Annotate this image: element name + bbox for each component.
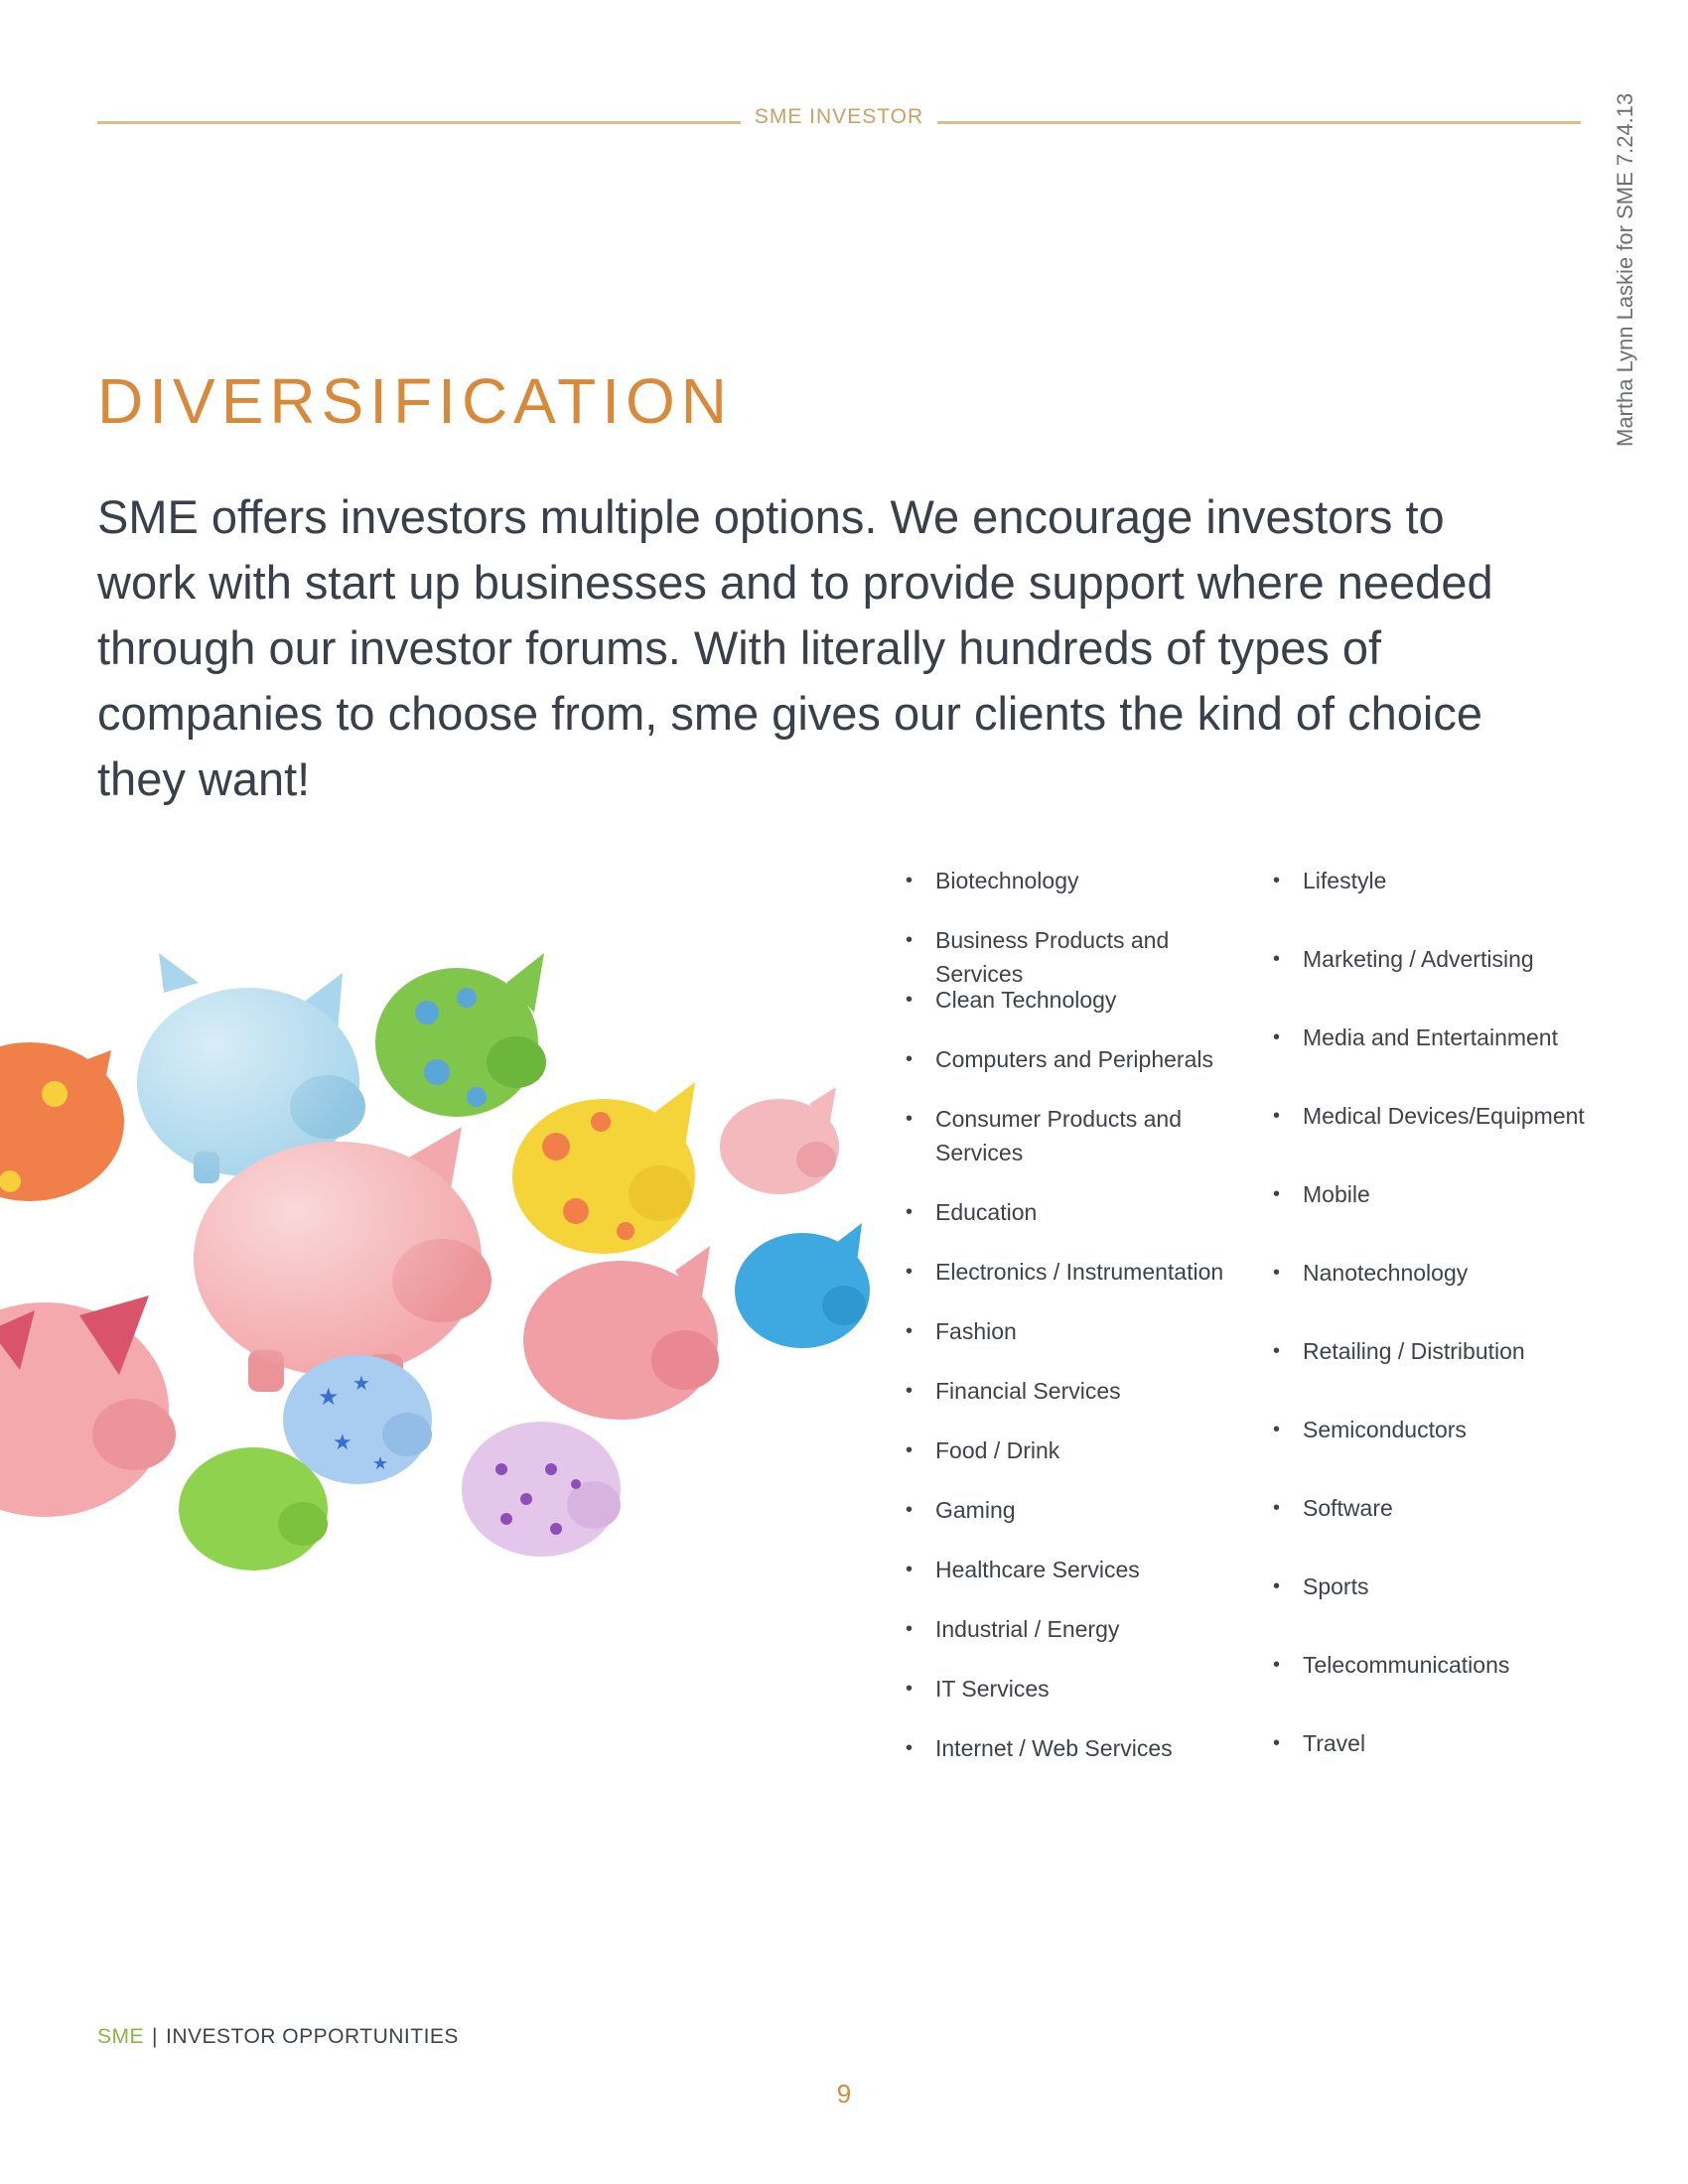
list-item: • Media and Entertainment: [1273, 1021, 1558, 1054]
list-item: • Sports: [1273, 1570, 1368, 1603]
list-item: • IT Services: [906, 1672, 1050, 1706]
list-item: • Industrial / Energy: [906, 1612, 1119, 1646]
green-spotted-pig: [375, 953, 546, 1117]
lavender-polka-pig: [462, 1422, 621, 1557]
yellow-spotted-pig: [512, 1082, 695, 1254]
small-pink-pig: [720, 1087, 839, 1194]
svg-text:★: ★: [372, 1453, 389, 1474]
page-number: 9: [836, 2079, 852, 2109]
list-item: • Financial Services: [906, 1374, 1121, 1408]
list-item: • Electronics / Instrumentation: [906, 1255, 1223, 1289]
list-item: • Lifestyle: [1273, 864, 1386, 897]
footer-section: INVESTOR OPPORTUNITIES: [165, 2025, 459, 2048]
piggy-banks-photo: [0, 874, 894, 1588]
list-item: • Gaming: [906, 1493, 1016, 1527]
list-item: • Semiconductors: [1273, 1413, 1467, 1446]
list-item: • Food / Drink: [906, 1433, 1059, 1467]
footer-separator: |: [152, 2025, 158, 2048]
list-item: • Fashion: [906, 1314, 1017, 1348]
list-item: • Software: [1273, 1491, 1393, 1525]
svg-text:★: ★: [352, 1371, 370, 1395]
list-item: • Nanotechnology: [1273, 1256, 1468, 1290]
header-rule-right: [937, 121, 1581, 124]
list-item: • Travel: [1273, 1726, 1365, 1760]
list-item: • Business Products and Services: [906, 923, 1243, 991]
list-item: • Biotechnology: [906, 864, 1079, 897]
star-pig: [283, 1355, 432, 1484]
footer: [97, 2025, 459, 2049]
page-title: DIVERSIFICATION: [97, 365, 733, 437]
small-green-pig: [179, 1447, 328, 1570]
list-item: • Healthcare Services: [906, 1553, 1140, 1586]
list-item: • Mobile: [1273, 1177, 1370, 1211]
svg-text:★: ★: [333, 1431, 352, 1455]
svg-text:★: ★: [318, 1383, 340, 1411]
list-item: • Internet / Web Services: [906, 1731, 1173, 1765]
header-label: SME INVESTOR: [754, 105, 924, 128]
list-item: • Education: [906, 1195, 1037, 1229]
list-item: • Telecommunications: [1273, 1648, 1509, 1682]
list-item: • Computers and Peripherals: [906, 1042, 1213, 1076]
list-item: • Marketing / Advertising: [1273, 942, 1534, 976]
intro-paragraph: SME offers investors multiple options. We encourage investors to work with start up businesses and to provide support where needed through our investor forums. With literally hundreds of types of companies to choose from, sme gives our clients the kind of choice they want!: [97, 490, 1493, 805]
footer-brand: SME: [97, 2025, 145, 2048]
pink-pig-right: [523, 1246, 719, 1420]
list-item: • Consumer Products and Services: [906, 1102, 1213, 1169]
bright-blue-pig: [735, 1223, 870, 1348]
header-rule-left: [97, 121, 741, 124]
side-credit: Martha Lynn Laskie for SME 7.24.13: [1613, 92, 1637, 447]
big-pink-pig-left: [0, 1296, 176, 1517]
orange-pig: [0, 1042, 124, 1201]
list-item: • Clean Technology: [906, 983, 1116, 1017]
list-item: • Medical Devices/Equipment: [1273, 1099, 1585, 1133]
list-item: • Retailing / Distribution: [1273, 1334, 1525, 1368]
